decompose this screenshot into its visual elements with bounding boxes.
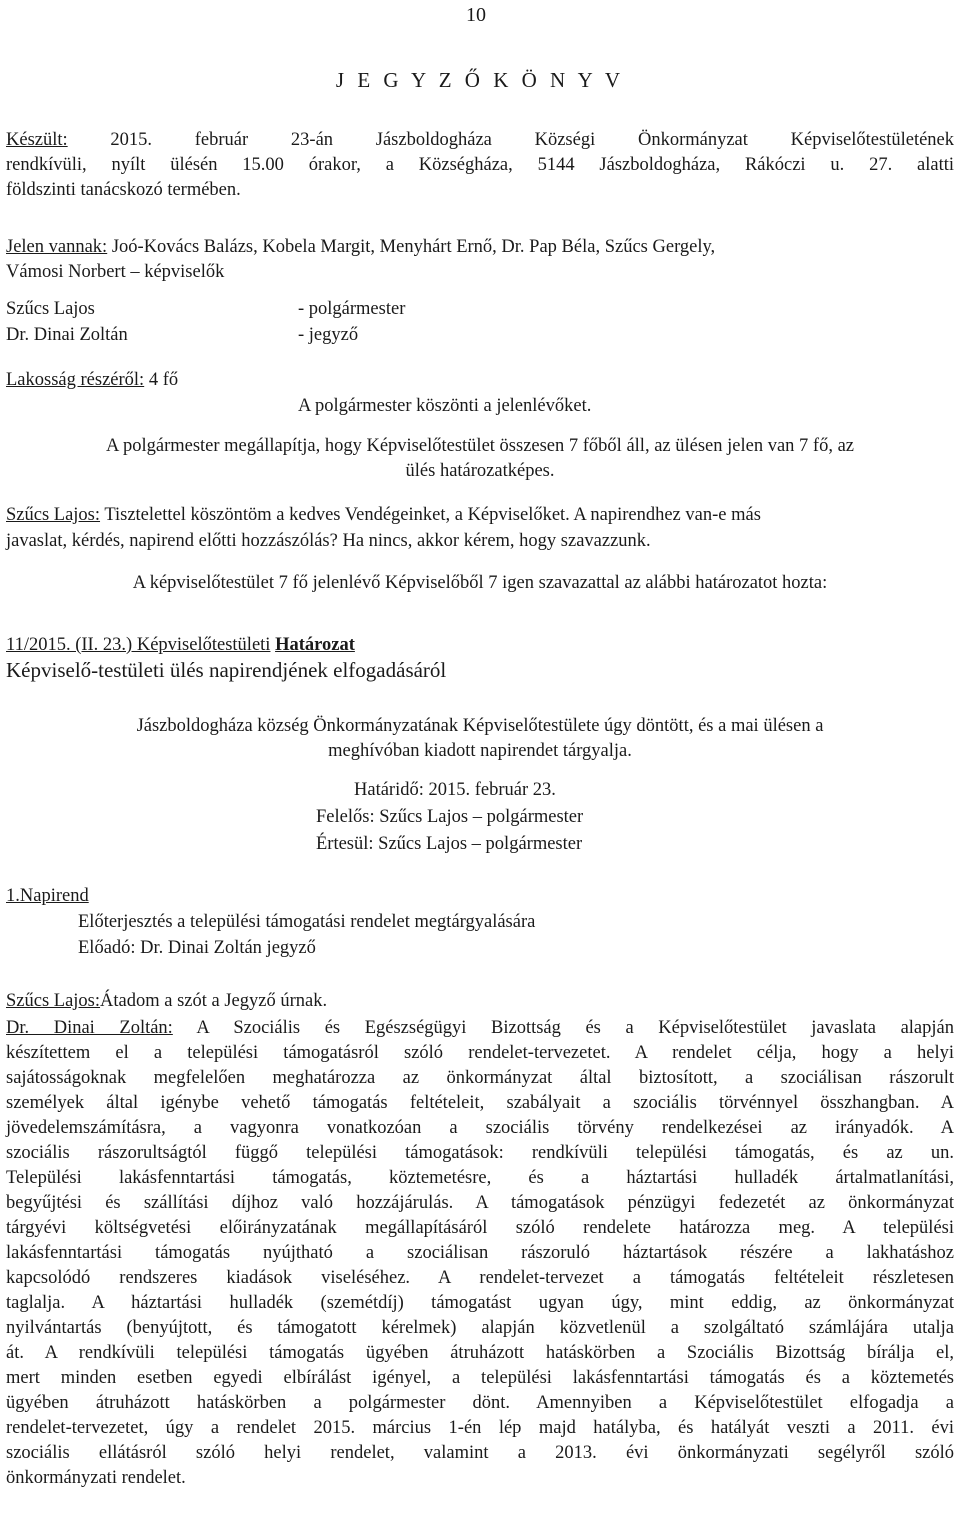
speaker-name: Dr. Dinai Zoltán: xyxy=(6,1018,173,1038)
paragraph-line: szociális ellátásról szóló helyi rendelet, valamint a 2013. évi önkormányzati segélyről szóló xyxy=(6,1443,954,1463)
speaker-name: Szűcs Lajos: xyxy=(6,505,101,525)
paragraph-line: tárgyévi költségvetési előirányzatának megállapításáról szóló rendelete határozza meg. A települési xyxy=(6,1218,954,1238)
resolution-heading xyxy=(6,632,355,658)
present-names: Joó-Kovács Balázs, Kobela Margit, Menyhárt Ernő, Dr. Pap Béla, Szűcs Gergely, xyxy=(111,237,716,257)
quorum-line-2: ülés határozatképes. xyxy=(405,461,555,481)
resolution-type: Határozat xyxy=(275,635,355,655)
official-role: - jegyző xyxy=(298,325,359,345)
public-label: Lakosság részéről: xyxy=(6,370,145,390)
statement-text: Átadom a szót a Jegyző úrnak. xyxy=(100,991,328,1011)
paragraph-line: önkormányzati rendelet. xyxy=(6,1468,186,1488)
agenda-presenter: Előadó: Dr. Dinai Zoltán jegyző xyxy=(78,938,316,958)
official-name: Szűcs Lajos xyxy=(6,299,95,319)
paragraph-line xyxy=(6,1015,954,1040)
resolution-body-line-2: meghívóban kiadott napirendet tárgyalja. xyxy=(328,741,632,761)
paragraph-line: nyilvántartás (benyújtott, és támogatott kérelmek) alapján közvetlenül a szolgáltató számlájára utalja xyxy=(6,1318,954,1338)
vote-result: A képviselőtestület 7 fő jelenlévő Képviselőből 7 igen szavazattal az alábbi határozatot hozta: xyxy=(132,573,828,593)
resolution-notify: Értesül: Szűcs Lajos – polgármester xyxy=(316,834,583,854)
agenda-item: Előterjesztés a települési támogatási rendelet megtárgyalására xyxy=(78,912,536,932)
paragraph-line: taglalja. A háztartási hulladék (szemétdíj) támogatást ugyan úgy, mint eddig, az önkormányzat xyxy=(6,1293,954,1313)
present-label: Jelen vannak: xyxy=(6,237,108,257)
statement-line-1 xyxy=(6,502,761,528)
paragraph-line: begyűjtési és szállítási díjhoz való hozzájárulás. A támogatások pénzügyi fedezetét az önkormányzat xyxy=(6,1193,954,1213)
official-role: - polgármester xyxy=(298,299,406,319)
paragraph-line: jövedelemszámításra, a vagyonra vonatkozóan a szociális törvény rendelkezései az irányadók. A xyxy=(6,1118,954,1138)
paragraph-line: készítettem el a települési támogatásról szóló rendelet-tervezetet. A rendelet célja, hogy a helyi xyxy=(6,1043,954,1063)
statement-text: Tisztelettel köszöntöm a kedves Vendégeinket, a Képviselőket. A napirendhez van-e más xyxy=(104,505,761,525)
greeting: A polgármester köszönti a jelenlévőket. xyxy=(298,396,592,416)
statement-line xyxy=(6,988,327,1014)
speaker-name: Szűcs Lajos: xyxy=(6,991,101,1011)
resolution-subject: Képviselő-testületi ülés napirendjének elfogadásáról xyxy=(6,658,447,682)
paragraph-line: lakásfenntartási támogatás nyújtható a szociálisan rászoruló háztartások részére a lakhatáshoz xyxy=(6,1243,954,1263)
paragraph-line: át. A rendkívüli települési támogatás ügyében átruházott hatáskörben a Szociális Bizottság bírálja el, xyxy=(6,1343,954,1363)
statement-line-2: javaslat, kérdés, napirend előtti hozzászólás? Ha nincs, akkor kérem, hogy szavazzunk. xyxy=(6,531,651,551)
document-title: J E G Y Z Ő K Ö N Y V xyxy=(335,68,625,92)
created-text: 2015. február 23-án Jászboldogháza Községi Önkormányzat Képviselőtestületének xyxy=(110,130,955,150)
paragraph-line: Települési lakásfenntartási támogatás, köztemetésre, és a háztartási hulladék ártalmatlanítási, xyxy=(6,1168,954,1188)
paragraph-line: rendelet-tervezetet, úgy a rendelet 2015. március 1-én lép majd hatályba, és hatályát veszti a 2011. évi xyxy=(6,1418,954,1438)
public-value: 4 fő xyxy=(148,370,179,390)
paragraph-line: mert minden esetben egyedi elbírálást igényel, a települési lakásfenntartási támogatás és a köztemetés xyxy=(6,1368,954,1388)
resolution-number: 11/2015. (II. 23.) Képviselőtestületi xyxy=(6,635,271,655)
paragraph-line: kapcsolódó rendszeres kiadások viseléséhez. A rendelet-tervezet a támogatás feltételeit részletesen xyxy=(6,1268,954,1288)
statement-text: A Szociális és Egészségügyi Bizottság és a Képviselőtestület javaslata alapján xyxy=(196,1018,954,1038)
agenda-label: 1.Napirend xyxy=(6,886,89,906)
resolution-responsible: Felelős: Szűcs Lajos – polgármester xyxy=(316,807,584,827)
intro-line-1 xyxy=(6,127,954,153)
paragraph-line: szociális rászorultságtól függő települési támogatások: rendkívüli települési támogatás, és az un. xyxy=(6,1143,954,1163)
resolution-body-line-1: Jászboldogháza község Önkormányzatának Képviselőtestülete úgy döntött, és a mai ülésen a xyxy=(136,716,824,736)
dinai-statement xyxy=(6,1015,954,1490)
paragraph-line: személyek által igénybe vehető támogatás feltételeit, szabályait a szociális törvénnyel összhangban. A xyxy=(6,1093,954,1113)
resolution-deadline: Határidő: 2015. február 23. xyxy=(354,780,556,800)
present-line-2: Vámosi Norbert – képviselők xyxy=(6,262,225,282)
page-number: 10 xyxy=(466,4,486,26)
quorum-line-1: A polgármester megállapítja, hogy Képviselőtestület összesen 7 főből áll, az ülésen jelen van 7 fő, az xyxy=(106,436,854,456)
created-label: Készült: xyxy=(6,130,68,150)
present-line-1 xyxy=(6,234,715,260)
intro-line-2: rendkívüli, nyílt ülésén 15.00 órakor, a Községháza, 5144 Jászboldogháza, Rákóczi u. 27. alatti xyxy=(6,155,954,175)
public-attendance xyxy=(6,367,178,393)
official-name: Dr. Dinai Zoltán xyxy=(6,325,128,345)
intro-line-3: földszinti tanácskozó termében. xyxy=(6,180,241,200)
paragraph-line: sajátosságoknak megfelelően meghatározza az önkormányzat által biztosított, a szociálisan rászorult xyxy=(6,1068,954,1088)
paragraph-line: ügyében átruházott hatáskörben a polgármester dönt. Amennyiben a Képviselőtestület elfogadja a xyxy=(6,1393,954,1413)
